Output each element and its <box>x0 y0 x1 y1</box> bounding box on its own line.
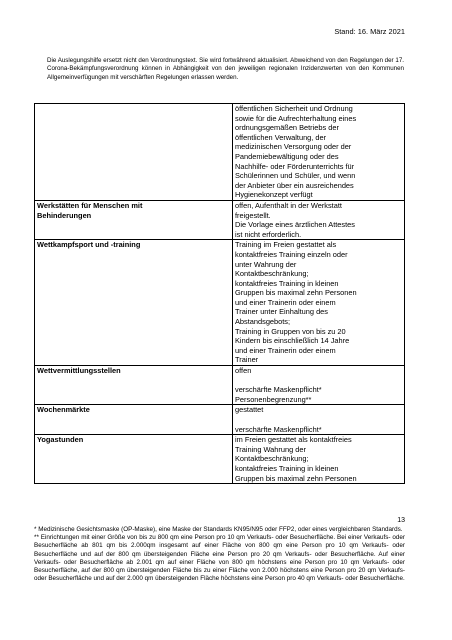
rule-line: Kontaktbeschränkung; <box>235 454 309 464</box>
footnote-mask: * Medizinische Gesichtsmaske (OP-Maske), eine Maske der Standards KN95/N95 oder FFP2, oder eines vergleichbaren Standards. <box>34 526 403 533</box>
rule-line: verschärfte Maskenpflicht* <box>235 424 322 434</box>
intro-disclaimer: Die Auslegungshilfe ersetzt nicht den Verordnungstext. Sie wird fortwährend aktualisiert. Abweichend von den Regelungen der 17. Corona-Bekämpfungsverordnung können in Abhängigkeit von den jeweiligen regionalen Inzidenzwerten von den Kommunen Allgemeinverfügungen mit verschärften Regelungen erlassen werden. <box>47 57 404 81</box>
page-number: 13 <box>397 517 405 524</box>
category-line: Werkstätten für Menschen mit <box>37 200 143 210</box>
category-cell <box>35 240 233 366</box>
blank-line <box>235 415 401 425</box>
rule-line: ordnungsgemäßen Betriebs der <box>235 123 339 133</box>
rule-line: öffentlichen Sicherheit und Ordnung <box>235 104 353 113</box>
rule-line: der Anbieter über ein ausreichendes <box>235 180 354 190</box>
footnotes <box>34 526 405 583</box>
rule-line: Trainer <box>235 355 259 365</box>
category-line: Wettvermittlungsstellen <box>37 366 121 376</box>
rule-line: Kontaktbeschränkung; <box>235 269 309 279</box>
rule-line: und einer Trainerin oder einem <box>235 297 336 307</box>
rule-line: kontaktfreies Training in kleinen <box>235 463 339 473</box>
rule-line: Trainer unter Einhaltung des <box>235 307 328 317</box>
rule-line: Hygienekonzept verfügt <box>235 190 313 200</box>
rule-line: Abstandsgebots; <box>235 317 291 327</box>
blank-line <box>235 376 401 386</box>
rule-line: im Freien gestattet als kontaktfreies <box>235 435 352 445</box>
rule-line: offen, Aufenthalt in der Werkstatt <box>235 200 342 210</box>
category-cell <box>35 104 233 201</box>
table-row <box>35 366 405 405</box>
category-line: Behinderungen <box>37 210 92 220</box>
rule-cell <box>233 104 405 201</box>
rule-cell <box>233 405 405 435</box>
rule-line: ist nicht erforderlich. <box>235 229 302 239</box>
table-row <box>35 405 405 435</box>
category-cell <box>35 405 233 435</box>
table-row <box>35 200 405 239</box>
rule-line: kontaktfreies Training in kleinen <box>235 278 339 288</box>
rule-line: verschärfte Maskenpflicht* <box>235 385 322 395</box>
rule-line: Personenbegrenzung** <box>235 394 312 404</box>
rule-cell <box>233 240 405 366</box>
rule-line: Pandemiebewältigung oder des <box>235 151 339 161</box>
rule-line: gestattet <box>235 405 264 415</box>
category-cell <box>35 366 233 405</box>
category-line: Wettkampfsport und -training <box>37 240 141 250</box>
rule-line: freigestellt. <box>235 210 271 220</box>
rule-line: medizinischen Versorgung oder der <box>235 142 352 152</box>
rule-line: Gruppen bis maximal zehn Personen <box>235 473 357 483</box>
rule-cell <box>233 366 405 405</box>
rule-line: Schülerinnen und Schüler, und wenn <box>235 171 356 181</box>
rule-line: und einer Trainerin oder einem <box>235 345 336 355</box>
category-cell <box>35 200 233 239</box>
table-row <box>35 435 405 484</box>
category-line: Yogastunden <box>37 435 84 445</box>
document-date: Stand: 16. März 2021 <box>334 27 405 36</box>
footnote-person-limit: ** Einrichtungen mit einer Größe von bis zu 800 qm eine Person pro 10 qm Verkaufs- oder Besucherfläche. Bei einer Verkaufs- oder Besucherfläche ab 801 qm bis 2.000qm insgesamt auf einer Fläche von 800 qm eine Person pro 10 qm Verkaufs- oder Besucherfläche und auf der 800 qm übersteigenden Fläche eine Person pro 20 qm Verkaufs- oder Besucherfläche. Auf einer Verkaufs- oder Besucherfläche ab 2.001 qm auf einer Fläche von 800 qm höchstens eine Person pro 10 qm Verkaufs- oder Besucherfläche, auf der 800 qm übersteigenden Fläche bis zu einer Fläche von 2.000 höchstens eine Person pro 20 qm Verkaufs- oder Besucherfläche und auf der 2.000 qm übersteigenden Fläche höchstens eine Person pro 40 qm Verkaufs- oder Besucherfläche. <box>34 534 405 583</box>
rule-line: Training Wahrung der <box>235 444 306 454</box>
rule-line: kontaktfreies Training einzeln oder <box>235 249 348 259</box>
regulations-table <box>34 103 405 484</box>
category-cell <box>35 435 233 484</box>
rule-line: sowie für die Aufrechterhaltung eines <box>235 113 357 123</box>
rule-line: Kindern bis einschließlich 14 Jahre <box>235 336 350 346</box>
rule-line: unter Wahrung der <box>235 259 297 269</box>
rule-line: Training in Gruppen von bis zu 20 <box>235 326 346 336</box>
rule-line: Gruppen bis maximal zehn Personen <box>235 288 357 298</box>
table-row <box>35 104 405 201</box>
table-row <box>35 240 405 366</box>
rule-line: Nachhilfe- oder Förderunterrichts für <box>235 161 355 171</box>
rule-cell <box>233 200 405 239</box>
rule-line: Die Vorlage eines ärztlichen Attestes <box>235 220 355 230</box>
rule-line: öffentlichen Verwaltung, der <box>235 132 327 142</box>
rule-line: offen <box>235 366 252 376</box>
category-line: Wochenmärkte <box>37 405 90 415</box>
rule-cell <box>233 435 405 484</box>
rule-line: Training im Freien gestattet als <box>235 240 337 250</box>
